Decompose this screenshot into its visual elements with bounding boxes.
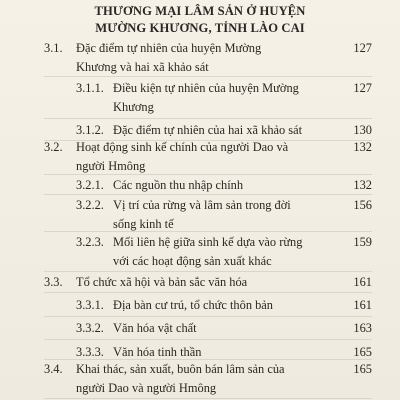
- toc-entry-number: 3.3.3.: [76, 345, 104, 359]
- toc-entry-page-number: 163: [353, 321, 372, 335]
- toc-entry-title-line: Đặc điểm tự nhiên của huyện Mường: [76, 41, 262, 55]
- toc-ruled-line: [44, 194, 372, 195]
- heading-line-2: MƯỜNG KHƯƠNG, TỈNH LÀO CAI: [95, 21, 305, 35]
- toc-entry-title-line: Khương và hai xã khảo sát: [76, 60, 209, 74]
- toc-entry-page-number: 161: [353, 298, 372, 312]
- toc-entry-number: 3.2.: [44, 140, 63, 154]
- toc-entry-number: 3.2.2.: [76, 198, 104, 212]
- toc-entry-number: 3.3.: [44, 275, 63, 289]
- toc-entry-title-line: sống kinh tế: [113, 217, 174, 231]
- toc-entry-title-line: với các hoạt động sản xuất khác: [113, 254, 272, 268]
- toc-entry-title-line: Khai thác, sản xuất, buôn bán lâm sản của: [76, 362, 285, 376]
- toc-ruled-line: [44, 398, 372, 399]
- toc-entry-number: 3.1.2.: [76, 123, 104, 137]
- toc-entry-page-number: 127: [353, 41, 372, 55]
- toc-entry-title-line: Văn hóa tinh thần: [113, 345, 202, 359]
- toc-entry-title-line: Mối liên hệ giữa sinh kế dựa vào rừng: [113, 235, 303, 249]
- toc-entry-number: 3.4.: [44, 362, 63, 376]
- toc-entry-page-number: 159: [353, 235, 372, 249]
- toc-entry-page-number: 156: [353, 198, 372, 212]
- toc-entry-page-number: 130: [353, 123, 372, 137]
- toc-entry-page-number: 132: [353, 140, 372, 154]
- toc-entry-title-line: Khương: [113, 100, 154, 114]
- toc-entry-page-number: 127: [353, 81, 372, 95]
- toc-entry-number: 3.1.1.: [76, 81, 104, 95]
- toc-entry-title-line: Tổ chức xã hội và bản sắc văn hóa: [76, 275, 248, 289]
- toc-entry-page-number: 165: [353, 362, 372, 376]
- toc-entry-title-line: Các nguồn thu nhập chính: [113, 178, 244, 192]
- toc-entry-title-line: người Hmông: [76, 159, 146, 173]
- toc-entry-page-number: 132: [353, 178, 372, 192]
- toc-ruled-line: [44, 292, 372, 293]
- toc-entry-number: 3.2.3.: [76, 235, 104, 249]
- toc-ruled-line: [44, 316, 372, 317]
- toc-ruled-line: [44, 118, 372, 119]
- toc-ruled-line: [44, 231, 372, 232]
- toc-entry-title-line: Địa bàn cư trú, tổ chức thôn bản: [113, 298, 274, 312]
- toc-entry-number: 3.1.: [44, 41, 63, 55]
- toc-ruled-line: [44, 174, 372, 175]
- toc-ruled-line: [44, 339, 372, 340]
- toc-ruled-line: [44, 76, 372, 77]
- toc-entry-number: 3.2.1.: [76, 178, 104, 192]
- toc-entry-page-number: 161: [353, 275, 372, 289]
- toc-entry-title-line: Hoạt động sinh kế chính của người Dao và: [76, 140, 289, 154]
- heading-line-1: THƯƠNG MẠI LÂM SẢN Ở HUYỆN: [94, 4, 306, 18]
- toc-ruled-line: [44, 271, 372, 272]
- toc-entry-title-line: Văn hóa vật chất: [113, 321, 197, 335]
- toc-entry-number: 3.3.1.: [76, 298, 104, 312]
- toc-entry-page-number: 165: [353, 345, 372, 359]
- toc-entry-title-line: Đặc điểm tự nhiên của hai xã khảo sát: [113, 123, 303, 137]
- toc-entry-title-line: Điều kiện tự nhiên của huyện Mường: [113, 81, 299, 95]
- toc-entry-number: 3.3.2.: [76, 321, 104, 335]
- toc-entry-title-line: người Dao và người Hmông: [76, 381, 217, 395]
- toc-entry-title-line: Vị trí của rừng và lâm sản trong đời: [113, 198, 291, 212]
- toc-ruled-line: [44, 359, 372, 360]
